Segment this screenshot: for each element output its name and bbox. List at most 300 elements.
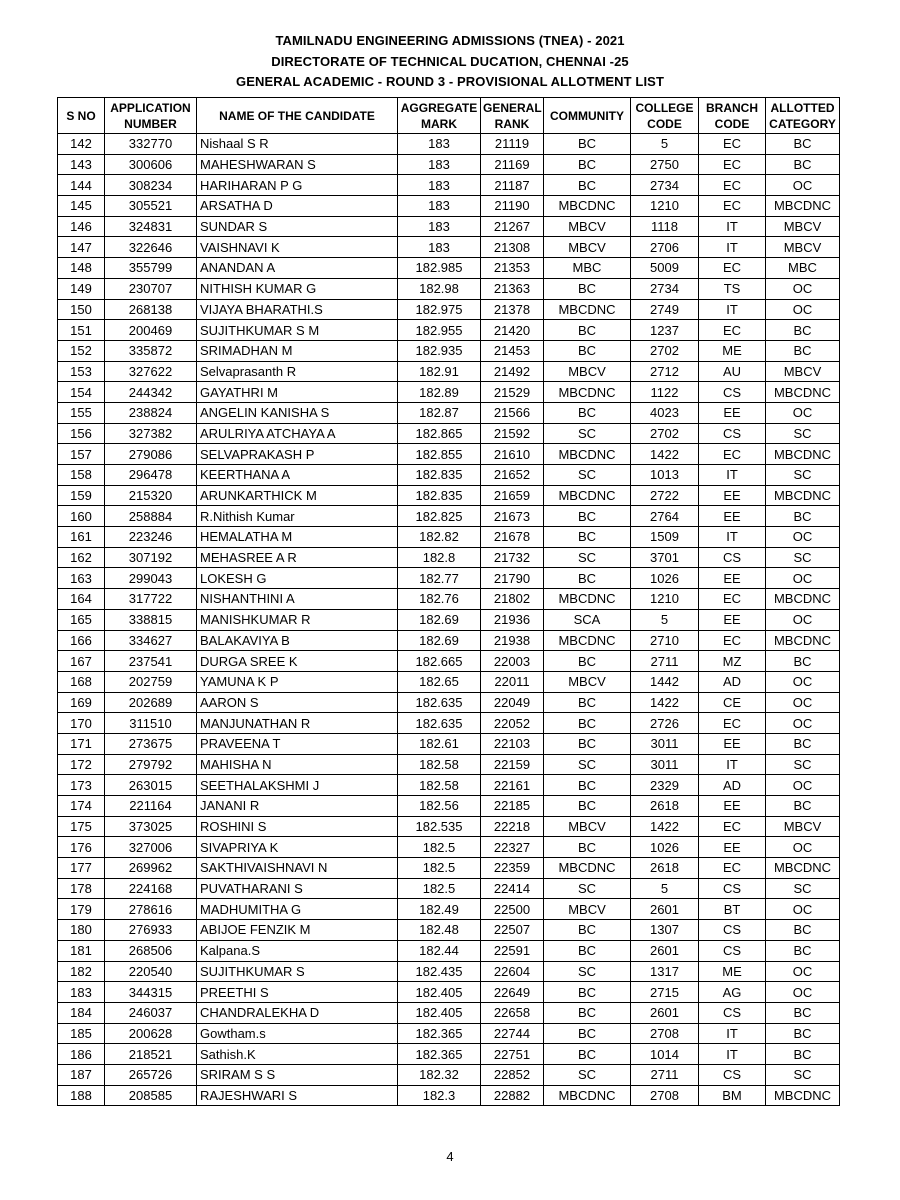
cell-community: BC	[544, 320, 631, 341]
cell-general-rank: 21592	[481, 423, 544, 444]
cell-s-no: 143	[58, 154, 105, 175]
cell-aggregate-mark: 182.69	[398, 609, 481, 630]
cell-allotted-category: OC	[766, 692, 840, 713]
cell-college-code: 2749	[631, 299, 699, 320]
cell-community: MBCDNC	[544, 444, 631, 465]
table-row	[58, 796, 840, 817]
cell-branch-code: EC	[699, 154, 766, 175]
cell-community: MBCDNC	[544, 858, 631, 879]
cell-candidate-name: SRIMADHAN M	[197, 340, 398, 361]
table-row	[58, 1002, 840, 1023]
cell-branch-code: EE	[699, 402, 766, 423]
cell-general-rank: 21938	[481, 630, 544, 651]
cell-community: BC	[544, 527, 631, 548]
column-header-branch-code	[699, 98, 766, 134]
cell-s-no: 185	[58, 1023, 105, 1044]
cell-candidate-name: MAHISHA N	[197, 754, 398, 775]
cell-s-no: 183	[58, 982, 105, 1003]
cell-general-rank: 22591	[481, 940, 544, 961]
cell-aggregate-mark: 182.44	[398, 940, 481, 961]
cell-s-no: 157	[58, 444, 105, 465]
cell-candidate-name: RAJESHWARI S	[197, 1085, 398, 1106]
cell-s-no: 156	[58, 423, 105, 444]
cell-community: BC	[544, 154, 631, 175]
cell-allotted-category: OC	[766, 609, 840, 630]
cell-aggregate-mark: 182.8	[398, 547, 481, 568]
cell-candidate-name: ARUNKARTHICK M	[197, 485, 398, 506]
cell-s-no: 174	[58, 796, 105, 817]
cell-aggregate-mark: 182.365	[398, 1023, 481, 1044]
cell-college-code: 5	[631, 609, 699, 630]
cell-general-rank: 21678	[481, 527, 544, 548]
cell-aggregate-mark: 182.855	[398, 444, 481, 465]
cell-aggregate-mark: 182.405	[398, 982, 481, 1003]
cell-application-number: 268506	[105, 940, 197, 961]
cell-allotted-category: BC	[766, 920, 840, 941]
cell-allotted-category: MBCDNC	[766, 858, 840, 879]
cell-s-no: 154	[58, 382, 105, 403]
cell-general-rank: 22414	[481, 878, 544, 899]
table-row	[58, 775, 840, 796]
cell-application-number: 307192	[105, 547, 197, 568]
table-row	[58, 858, 840, 879]
cell-college-code: 3701	[631, 547, 699, 568]
column-header-text: CODE	[647, 116, 682, 131]
cell-aggregate-mark: 182.3	[398, 1085, 481, 1106]
cell-aggregate-mark: 182.58	[398, 775, 481, 796]
cell-branch-code: ME	[699, 340, 766, 361]
cell-college-code: 2715	[631, 982, 699, 1003]
cell-application-number: 327006	[105, 837, 197, 858]
table-row	[58, 982, 840, 1003]
cell-s-no: 166	[58, 630, 105, 651]
table-row	[58, 961, 840, 982]
cell-candidate-name: ABIJOE FENZIK M	[197, 920, 398, 941]
cell-s-no: 161	[58, 527, 105, 548]
cell-branch-code: CS	[699, 423, 766, 444]
cell-s-no: 168	[58, 671, 105, 692]
cell-s-no: 177	[58, 858, 105, 879]
table-row	[58, 216, 840, 237]
cell-community: SCA	[544, 609, 631, 630]
cell-s-no: 164	[58, 589, 105, 610]
document-header	[0, 31, 900, 93]
table-row	[58, 1023, 840, 1044]
cell-s-no: 182	[58, 961, 105, 982]
cell-s-no: 176	[58, 837, 105, 858]
cell-community: MBCV	[544, 671, 631, 692]
page-number: 4	[446, 1149, 454, 1164]
cell-s-no: 180	[58, 920, 105, 941]
table-row	[58, 671, 840, 692]
cell-college-code: 2764	[631, 506, 699, 527]
cell-aggregate-mark: 182.98	[398, 278, 481, 299]
cell-s-no: 152	[58, 340, 105, 361]
cell-s-no: 186	[58, 1044, 105, 1065]
table-row	[58, 899, 840, 920]
cell-s-no: 170	[58, 713, 105, 734]
table-row	[58, 196, 840, 217]
cell-candidate-name: SIVAPRIYA K	[197, 837, 398, 858]
cell-branch-code: EE	[699, 796, 766, 817]
cell-community: BC	[544, 713, 631, 734]
cell-s-no: 184	[58, 1002, 105, 1023]
table-row	[58, 444, 840, 465]
cell-allotted-category: MBCDNC	[766, 1085, 840, 1106]
cell-s-no: 142	[58, 134, 105, 155]
cell-allotted-category: BC	[766, 651, 840, 672]
table-row	[58, 299, 840, 320]
header-list-title: GENERAL ACADEMIC - ROUND 3 - PROVISIONAL ALLOTMENT LIST	[235, 74, 664, 89]
cell-candidate-name: Kalpana.S	[197, 940, 398, 961]
cell-college-code: 2708	[631, 1023, 699, 1044]
cell-application-number: 208585	[105, 1085, 197, 1106]
cell-aggregate-mark: 182.835	[398, 465, 481, 486]
cell-application-number: 338815	[105, 609, 197, 630]
cell-s-no: 158	[58, 465, 105, 486]
cell-allotted-category: SC	[766, 423, 840, 444]
cell-general-rank: 21420	[481, 320, 544, 341]
cell-application-number: 317722	[105, 589, 197, 610]
cell-candidate-name: HARIHARAN P G	[197, 175, 398, 196]
cell-general-rank: 21673	[481, 506, 544, 527]
cell-candidate-name: R.Nithish Kumar	[197, 506, 398, 527]
cell-aggregate-mark: 182.76	[398, 589, 481, 610]
cell-application-number: 279086	[105, 444, 197, 465]
cell-s-no: 175	[58, 816, 105, 837]
cell-general-rank: 21492	[481, 361, 544, 382]
cell-allotted-category: OC	[766, 278, 840, 299]
cell-s-no: 150	[58, 299, 105, 320]
cell-branch-code: BM	[699, 1085, 766, 1106]
cell-aggregate-mark: 182.405	[398, 1002, 481, 1023]
cell-general-rank: 21363	[481, 278, 544, 299]
cell-general-rank: 22218	[481, 816, 544, 837]
cell-application-number: 230707	[105, 278, 197, 299]
cell-allotted-category: MBCDNC	[766, 444, 840, 465]
cell-candidate-name: BALAKAVIYA B	[197, 630, 398, 651]
cell-branch-code: AD	[699, 671, 766, 692]
cell-college-code: 1422	[631, 692, 699, 713]
table-row	[58, 485, 840, 506]
cell-aggregate-mark: 182.87	[398, 402, 481, 423]
table-row	[58, 340, 840, 361]
column-header-text: APPLICATION	[110, 100, 191, 115]
cell-candidate-name: MAHESHWARAN S	[197, 154, 398, 175]
cell-aggregate-mark: 183	[398, 196, 481, 217]
cell-application-number: 355799	[105, 258, 197, 279]
cell-candidate-name: SUJITHKUMAR S M	[197, 320, 398, 341]
cell-s-no: 153	[58, 361, 105, 382]
table-row	[58, 134, 840, 155]
table-row	[58, 382, 840, 403]
cell-general-rank: 21802	[481, 589, 544, 610]
cell-allotted-category: OC	[766, 299, 840, 320]
cell-aggregate-mark: 182.935	[398, 340, 481, 361]
cell-s-no: 147	[58, 237, 105, 258]
table-row	[58, 816, 840, 837]
cell-allotted-category: BC	[766, 320, 840, 341]
header-subtitle: DIRECTORATE OF TECHNICAL DUCATION, CHENNAI -25	[271, 53, 629, 69]
cell-community: MBCV	[544, 816, 631, 837]
cell-application-number: 269962	[105, 858, 197, 879]
cell-allotted-category: OC	[766, 982, 840, 1003]
column-header-application-number	[105, 98, 197, 134]
cell-community: SC	[544, 465, 631, 486]
cell-college-code: 2618	[631, 796, 699, 817]
cell-college-code: 2702	[631, 423, 699, 444]
table-row	[58, 1064, 840, 1085]
cell-candidate-name: SELVAPRAKASH P	[197, 444, 398, 465]
cell-community: SC	[544, 547, 631, 568]
cell-candidate-name: PREETHI S	[197, 982, 398, 1003]
cell-branch-code: EC	[699, 258, 766, 279]
cell-candidate-name: NITHISH KUMAR G	[197, 278, 398, 299]
cell-branch-code: EE	[699, 609, 766, 630]
cell-allotted-category: MBC	[766, 258, 840, 279]
cell-college-code: 1509	[631, 527, 699, 548]
cell-allotted-category: OC	[766, 527, 840, 548]
cell-application-number: 202689	[105, 692, 197, 713]
table-row	[58, 506, 840, 527]
cell-general-rank: 21190	[481, 196, 544, 217]
cell-branch-code: EE	[699, 837, 766, 858]
cell-college-code: 2601	[631, 940, 699, 961]
cell-branch-code: CS	[699, 382, 766, 403]
cell-application-number: 221164	[105, 796, 197, 817]
cell-community: SC	[544, 754, 631, 775]
cell-candidate-name: DURGA SREE K	[197, 651, 398, 672]
cell-aggregate-mark: 182.865	[398, 423, 481, 444]
column-header-text: MARK	[421, 116, 457, 131]
cell-college-code: 2601	[631, 1002, 699, 1023]
cell-college-code: 2710	[631, 630, 699, 651]
cell-aggregate-mark: 182.89	[398, 382, 481, 403]
cell-aggregate-mark: 182.975	[398, 299, 481, 320]
cell-s-no: 144	[58, 175, 105, 196]
table-row	[58, 589, 840, 610]
cell-s-no: 148	[58, 258, 105, 279]
cell-general-rank: 22744	[481, 1023, 544, 1044]
cell-college-code: 2726	[631, 713, 699, 734]
cell-college-code: 2722	[631, 485, 699, 506]
cell-aggregate-mark: 182.69	[398, 630, 481, 651]
cell-community: MBCDNC	[544, 589, 631, 610]
table-row	[58, 837, 840, 858]
table-row	[58, 630, 840, 651]
cell-branch-code: EC	[699, 444, 766, 465]
cell-community: BC	[544, 506, 631, 527]
cell-general-rank: 22327	[481, 837, 544, 858]
cell-allotted-category: BC	[766, 340, 840, 361]
cell-application-number: 220540	[105, 961, 197, 982]
cell-college-code: 2750	[631, 154, 699, 175]
cell-general-rank: 22161	[481, 775, 544, 796]
cell-allotted-category: SC	[766, 465, 840, 486]
cell-general-rank: 22003	[481, 651, 544, 672]
cell-general-rank: 21610	[481, 444, 544, 465]
cell-branch-code: IT	[699, 1044, 766, 1065]
cell-application-number: 246037	[105, 1002, 197, 1023]
cell-allotted-category: BC	[766, 940, 840, 961]
cell-general-rank: 21378	[481, 299, 544, 320]
cell-candidate-name: MANISHKUMAR R	[197, 609, 398, 630]
table-row	[58, 547, 840, 568]
cell-general-rank: 21936	[481, 609, 544, 630]
table-row	[58, 320, 840, 341]
cell-community: MBCDNC	[544, 1085, 631, 1106]
cell-branch-code: IT	[699, 216, 766, 237]
cell-candidate-name: SEETHALAKSHMI J	[197, 775, 398, 796]
cell-allotted-category: OC	[766, 175, 840, 196]
cell-application-number: 258884	[105, 506, 197, 527]
cell-community: BC	[544, 651, 631, 672]
cell-branch-code: EC	[699, 713, 766, 734]
cell-s-no: 172	[58, 754, 105, 775]
cell-allotted-category: OC	[766, 961, 840, 982]
cell-allotted-category: OC	[766, 837, 840, 858]
cell-candidate-name: KEERTHANA A	[197, 465, 398, 486]
cell-candidate-name: SUJITHKUMAR S	[197, 961, 398, 982]
cell-aggregate-mark: 182.82	[398, 527, 481, 548]
cell-aggregate-mark: 182.48	[398, 920, 481, 941]
cell-application-number: 200628	[105, 1023, 197, 1044]
cell-college-code: 1210	[631, 589, 699, 610]
table-row	[58, 609, 840, 630]
cell-branch-code: IT	[699, 237, 766, 258]
cell-aggregate-mark: 182.835	[398, 485, 481, 506]
cell-college-code: 4023	[631, 402, 699, 423]
cell-aggregate-mark: 182.32	[398, 1064, 481, 1085]
cell-community: MBCV	[544, 361, 631, 382]
cell-community: BC	[544, 733, 631, 754]
cell-branch-code: CS	[699, 1064, 766, 1085]
cell-application-number: 202759	[105, 671, 197, 692]
cell-branch-code: EE	[699, 568, 766, 589]
cell-candidate-name: AARON S	[197, 692, 398, 713]
cell-college-code: 1118	[631, 216, 699, 237]
cell-general-rank: 21732	[481, 547, 544, 568]
cell-general-rank: 21529	[481, 382, 544, 403]
column-header-text: COLLEGE	[635, 100, 694, 115]
cell-branch-code: EC	[699, 320, 766, 341]
cell-general-rank: 21453	[481, 340, 544, 361]
cell-college-code: 1013	[631, 465, 699, 486]
cell-community: SC	[544, 423, 631, 444]
cell-general-rank: 21353	[481, 258, 544, 279]
cell-general-rank: 21187	[481, 175, 544, 196]
cell-community: MBCDNC	[544, 630, 631, 651]
column-header-text: AGGREGATE	[400, 100, 478, 115]
cell-application-number: 327622	[105, 361, 197, 382]
cell-general-rank: 21308	[481, 237, 544, 258]
cell-college-code: 2706	[631, 237, 699, 258]
table-row	[58, 754, 840, 775]
cell-candidate-name: Selvaprasanth R	[197, 361, 398, 382]
cell-candidate-name: LOKESH G	[197, 568, 398, 589]
column-header-general-rank	[481, 98, 544, 134]
cell-branch-code: IT	[699, 465, 766, 486]
cell-college-code: 2711	[631, 651, 699, 672]
cell-application-number: 335872	[105, 340, 197, 361]
table-row	[58, 402, 840, 423]
cell-general-rank: 22103	[481, 733, 544, 754]
cell-college-code: 3011	[631, 733, 699, 754]
cell-general-rank: 22159	[481, 754, 544, 775]
cell-community: MBCV	[544, 216, 631, 237]
cell-branch-code: EC	[699, 134, 766, 155]
cell-college-code: 3011	[631, 754, 699, 775]
table-row	[58, 465, 840, 486]
cell-general-rank: 21790	[481, 568, 544, 589]
cell-allotted-category: OC	[766, 568, 840, 589]
cell-application-number: 237541	[105, 651, 197, 672]
cell-s-no: 167	[58, 651, 105, 672]
cell-general-rank: 21566	[481, 402, 544, 423]
cell-community: MBCDNC	[544, 299, 631, 320]
table-row	[58, 527, 840, 548]
column-header-text: RANK	[494, 116, 530, 131]
cell-aggregate-mark: 182.635	[398, 692, 481, 713]
cell-branch-code: IT	[699, 299, 766, 320]
cell-allotted-category: MBCDNC	[766, 485, 840, 506]
cell-aggregate-mark: 183	[398, 134, 481, 155]
cell-college-code: 1026	[631, 568, 699, 589]
cell-college-code: 2329	[631, 775, 699, 796]
table-body	[58, 134, 840, 1106]
cell-s-no: 187	[58, 1064, 105, 1085]
cell-allotted-category: BC	[766, 154, 840, 175]
cell-s-no: 149	[58, 278, 105, 299]
cell-s-no: 159	[58, 485, 105, 506]
cell-allotted-category: MBCV	[766, 237, 840, 258]
cell-application-number: 305521	[105, 196, 197, 217]
cell-college-code: 1422	[631, 444, 699, 465]
column-header-s-no	[58, 98, 105, 134]
cell-general-rank: 21659	[481, 485, 544, 506]
cell-general-rank: 22507	[481, 920, 544, 941]
cell-application-number: 299043	[105, 568, 197, 589]
cell-branch-code: EE	[699, 485, 766, 506]
cell-candidate-name: SUNDAR S	[197, 216, 398, 237]
cell-college-code: 1442	[631, 671, 699, 692]
cell-candidate-name: HEMALATHA M	[197, 527, 398, 548]
cell-candidate-name: MANJUNATHAN R	[197, 713, 398, 734]
cell-college-code: 2708	[631, 1085, 699, 1106]
cell-community: BC	[544, 1002, 631, 1023]
cell-allotted-category: OC	[766, 899, 840, 920]
column-header-text: NAME OF THE CANDIDATE	[219, 108, 375, 123]
cell-application-number: 265726	[105, 1064, 197, 1085]
cell-college-code: 1210	[631, 196, 699, 217]
cell-branch-code: CS	[699, 547, 766, 568]
cell-application-number: 373025	[105, 816, 197, 837]
cell-aggregate-mark: 182.365	[398, 1044, 481, 1065]
cell-candidate-name: PRAVEENA T	[197, 733, 398, 754]
cell-candidate-name: Gowtham.s	[197, 1023, 398, 1044]
column-header-aggregate-mark	[398, 98, 481, 134]
cell-branch-code: ME	[699, 961, 766, 982]
cell-candidate-name: ANGELIN KANISHA S	[197, 402, 398, 423]
cell-aggregate-mark: 182.665	[398, 651, 481, 672]
cell-community: MBC	[544, 258, 631, 279]
cell-s-no: 179	[58, 899, 105, 920]
cell-application-number: 344315	[105, 982, 197, 1003]
table-row	[58, 1085, 840, 1106]
cell-community: BC	[544, 920, 631, 941]
cell-community: BC	[544, 1023, 631, 1044]
cell-general-rank: 22604	[481, 961, 544, 982]
